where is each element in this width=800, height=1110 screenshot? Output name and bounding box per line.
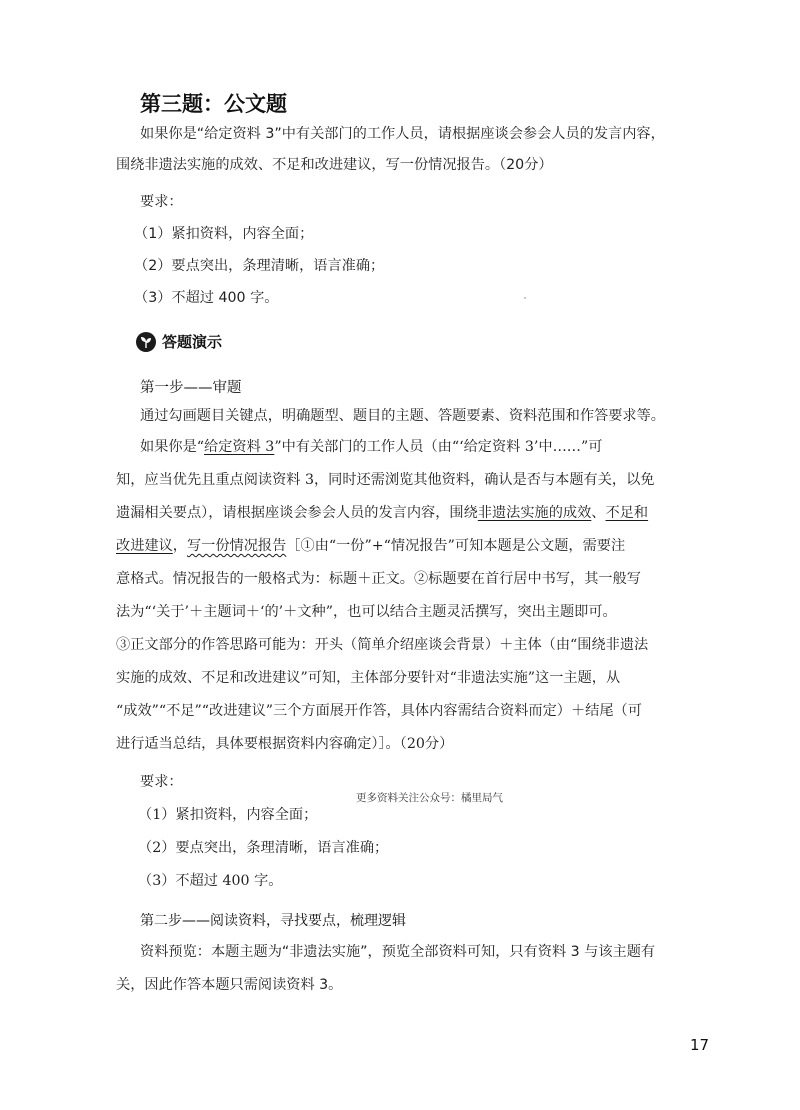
underline-given-material-3: 给定资料 3 — [204, 439, 275, 455]
analysis-line-7: ③正文部分的作答思路可能为：开头（简单介绍座谈会背景）＋主体（由“围绕非遗法 — [116, 637, 649, 653]
scan-speck — [524, 297, 526, 299]
question-requirement-2: （2）要点突出，条理清晰，语言准确； — [134, 258, 385, 274]
question-prompt-line-2: 围绕非遗法实施的成效、不足和改进建议，写一份情况报告。（20分） — [116, 157, 553, 173]
step2-title: 第二步——阅读资料，寻找要点，梳理逻辑 — [140, 913, 406, 929]
wavy-underline-write-report: 写一份情况报告 — [186, 538, 287, 554]
analysis-line-10: 进行适当总结，具体要根据资料内容确定）］。（20分） — [116, 736, 454, 752]
watermark-text: 更多资料关注公众号：橘里局气 — [356, 792, 503, 804]
analysis-line-4: 改进建议，写一份情况报告［①由“一份”+“情况报告”可知本题是公文题，需要注 — [116, 538, 626, 554]
question-prompt-line-1: 如果你是“给定资料 3”中有关部门的工作人员，请根据座谈会参会人员的发言内容， — [140, 126, 665, 142]
question-title: 第三题：公文题 — [140, 92, 287, 116]
analysis-line-6: 法为“‘关于’＋主题词＋‘的’＋文种”，也可以结合主题灵活撰写，突出主题即可。 — [116, 604, 617, 620]
sprout-icon — [136, 332, 156, 352]
demo-requirements-label: 要求： — [140, 774, 183, 790]
step1-intro: 通过勾画题目关键点，明确题型、题目的主题、答题要素、资料范围和作答要求等。 — [140, 408, 665, 424]
underline-shortcomings: 不足和 — [605, 505, 649, 521]
analysis-line-9: “成效”“不足”“改进建议”三个方面展开作答，具体内容需结合资料而定）＋结尾（可 — [116, 703, 642, 719]
analysis-line-3: 遗漏相关要点），请根据座谈会参会人员的发言内容，围绕非遗法实施的成效、不足和 — [116, 505, 649, 521]
analysis-line-8: 实施的成效、不足和改进建议”可知，主体部分要针对“非遗法实施”这一主题，从 — [116, 670, 621, 686]
question-requirement-3: （3）不超过 400 字。 — [134, 290, 279, 306]
step1-title: 第一步——审题 — [140, 380, 242, 396]
demo-requirement-3: （3）不超过 400 字。 — [138, 873, 283, 889]
underline-improvement-suggestions: 改进建议 — [116, 538, 173, 554]
page-number: 17 — [690, 1036, 710, 1054]
preview-line-2: 关，因此作答本题只需阅读资料 3。 — [116, 977, 343, 993]
preview-line-1: 资料预览：本题主题为“非遗法实施”，预览全部资料可知，只有资料 3 与该主题有 — [140, 944, 656, 960]
analysis-line-2: 知，应当优先且重点阅读资料 3，同时还需浏览其他资料，确认是否与本题有关，以免 — [116, 472, 655, 488]
analysis-line-1: 如果你是“给定资料 3”中有关部门的工作人员（由“‘给定资料 3’中……”可 — [140, 439, 603, 455]
demo-section-title: 答题演示 — [162, 333, 223, 351]
question-requirement-1: （1）紧扣资料，内容全面； — [134, 226, 314, 242]
demo-requirement-1: （1）紧扣资料，内容全面； — [138, 807, 318, 823]
analysis-line-5: 意格式。情况报告的一般格式为：标题＋正文。②标题要在首行居中书写，其一般写 — [116, 571, 641, 587]
question-requirements-label: 要求： — [140, 194, 183, 210]
underline-implementation-results: 非遗法实施的成效 — [477, 505, 592, 521]
demo-requirement-2: （2）要点突出，条理清晰，语言准确； — [138, 840, 389, 856]
demo-section-header — [136, 331, 222, 352]
